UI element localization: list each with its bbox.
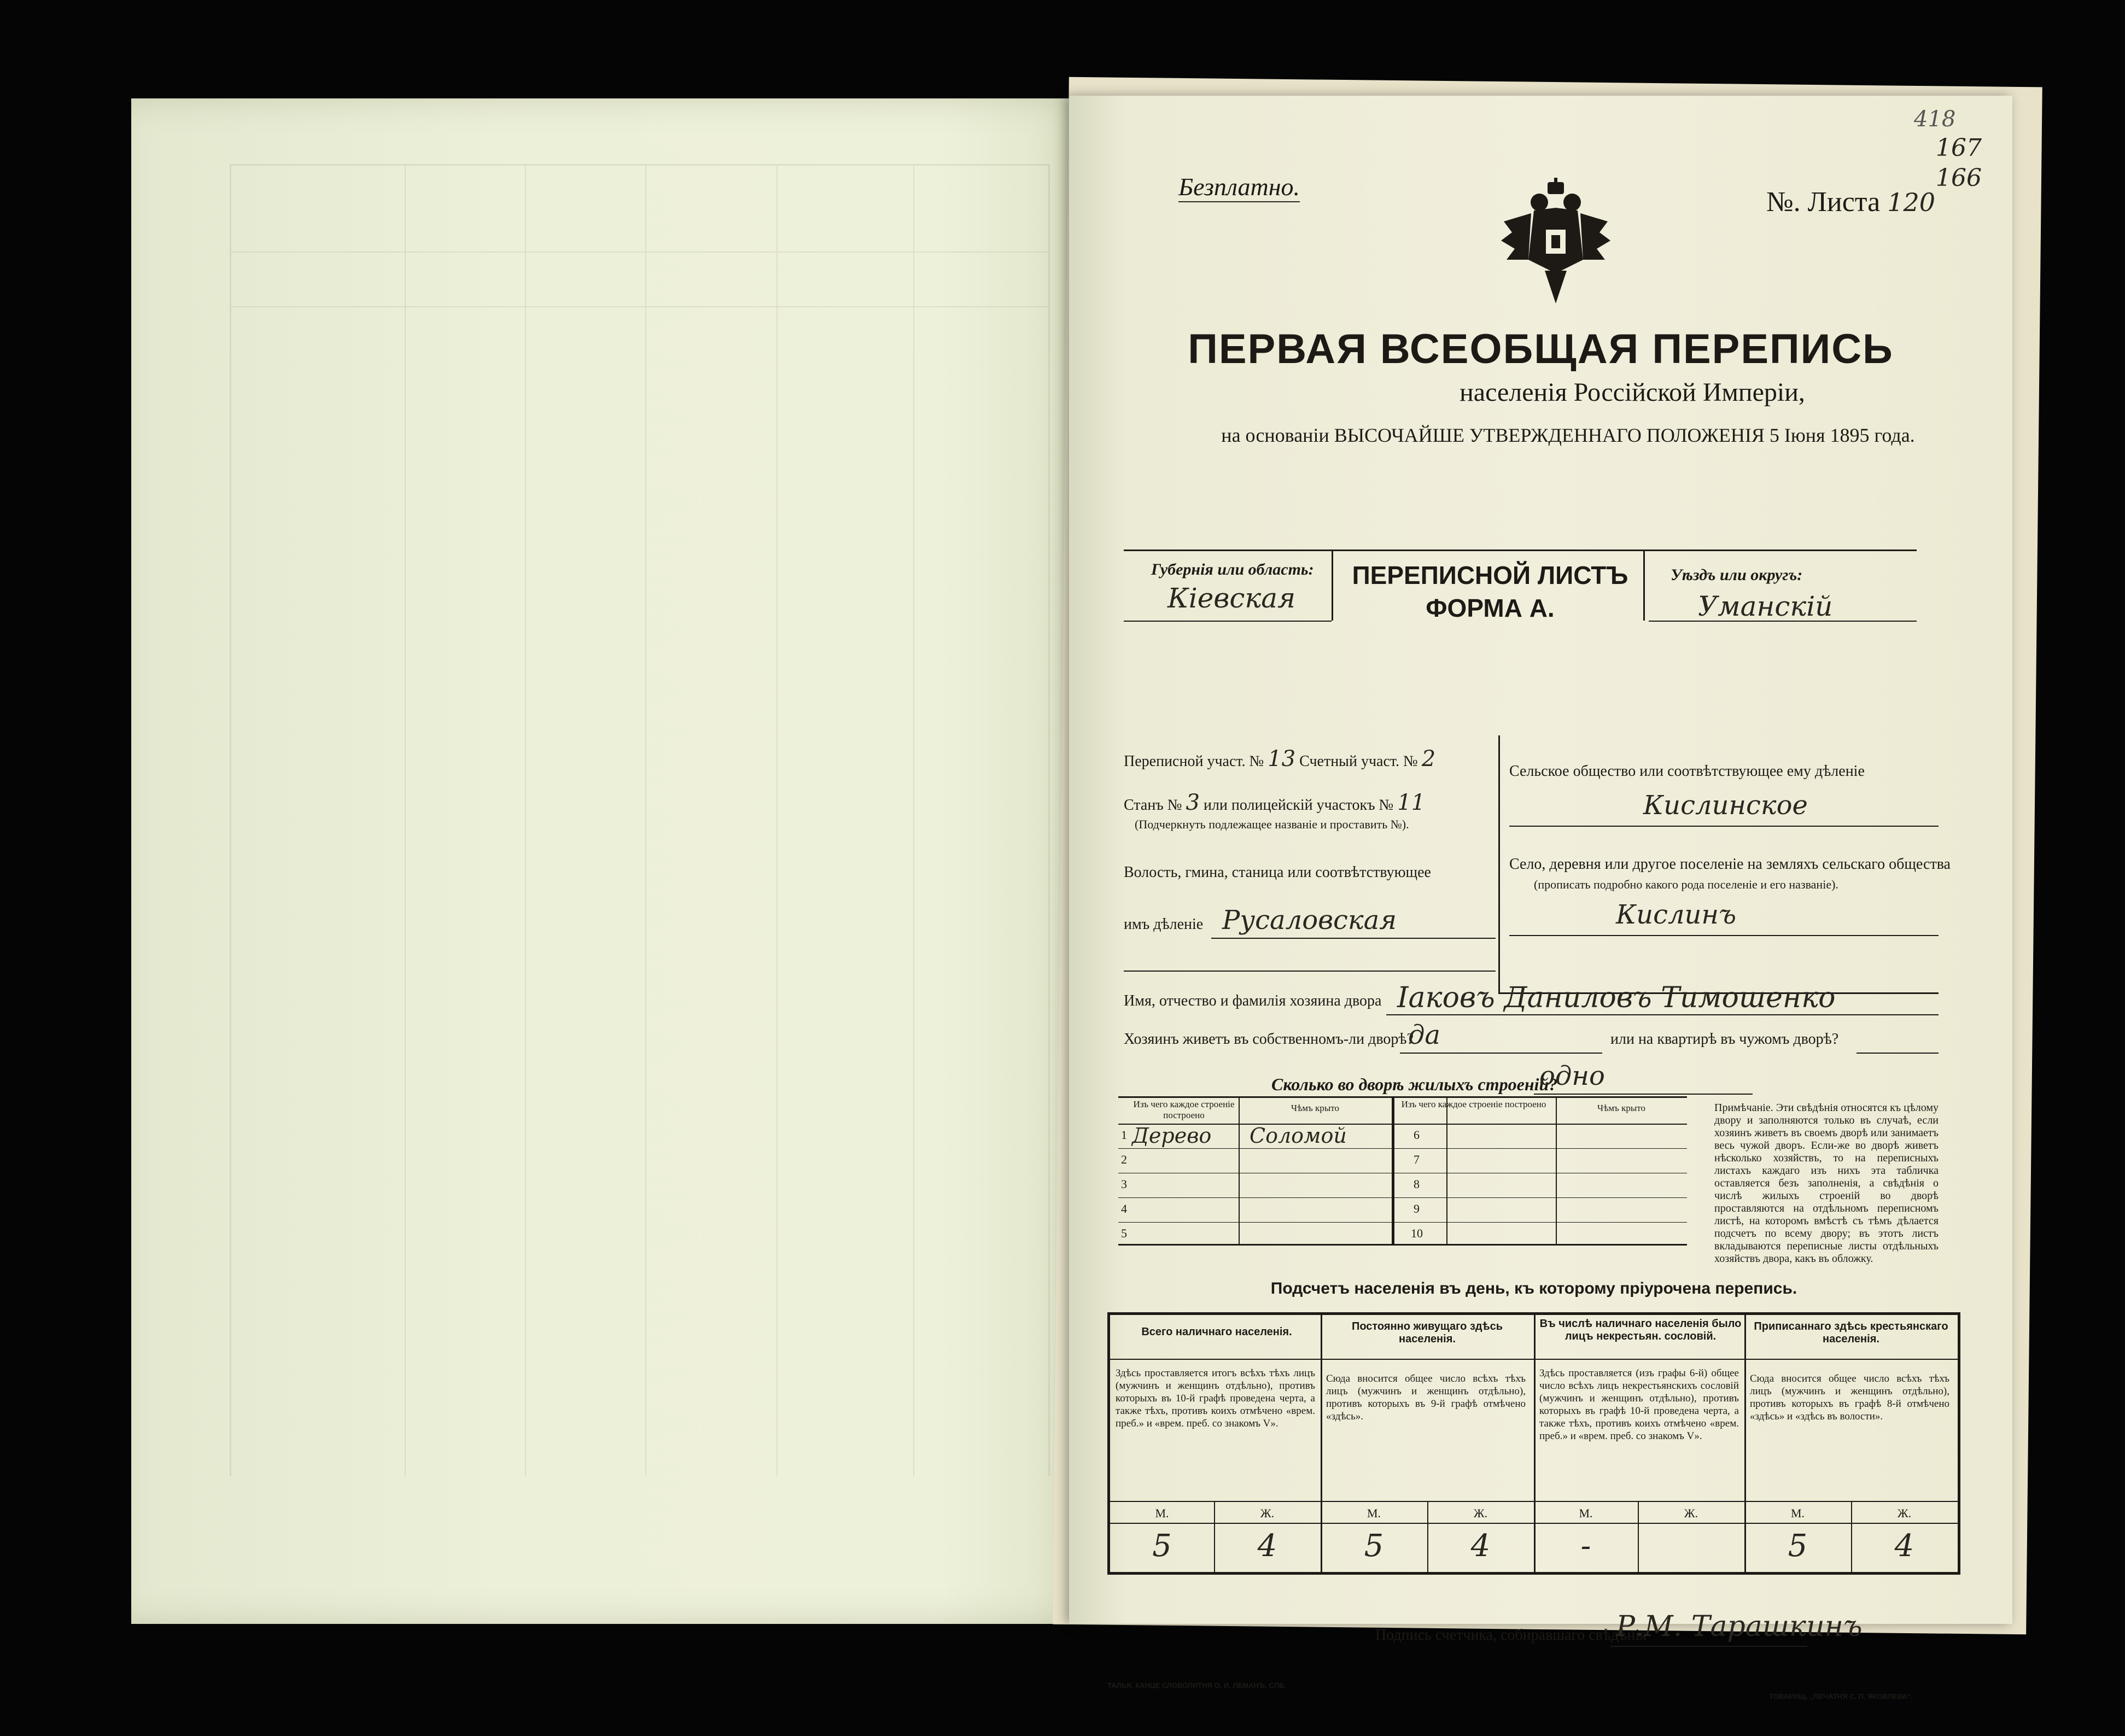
printer-imprint-right: ТОВАРИЩ. „ПЕЧАТНЯ С. П. ЯКОВЛЕВА“.	[1769, 1692, 1913, 1700]
building-row-7-n: 7	[1414, 1153, 1420, 1166]
selo-note: (прописать подробно какого рода поселеніе и его названіе).	[1534, 878, 1838, 891]
volost-label: Волость, гмина, станица или соотвѣтствующее	[1124, 864, 1431, 881]
sheet-number-label: №. Листа	[1766, 186, 1881, 218]
bleed-through-table	[230, 164, 1050, 1476]
building-row-1-n: 1	[1121, 1128, 1127, 1142]
building-row-2-n: 2	[1121, 1153, 1127, 1166]
stan-value: 3	[1186, 790, 1200, 815]
summary-col3-desc: Здѣсь проставляется (изъ графы 6-й) общее число всѣхъ лицъ некрестьянскихъ сословій (мужчинъ и женщинъ отдѣльно), противъ которыхъ въ графѣ 10-й проведена черта, а также тѣхъ, противъ коихъ отмѣчено «врем. преб.» и «врем. преб. со знакомъ V».	[1539, 1367, 1739, 1442]
gubernia-value: Кіевская	[1167, 582, 1296, 614]
summary-col4-f-label: Ж.	[1897, 1506, 1912, 1520]
lives-value: да	[1408, 1020, 1441, 1050]
building-row-10-n: 10	[1411, 1226, 1423, 1240]
roof-col-head-right: Чѣмъ крыто	[1597, 1103, 1645, 1113]
summary-col4-m-value: 5	[1788, 1528, 1808, 1564]
lives-label: Хозяинъ живетъ въ собственномъ-ли дворѣ?	[1124, 1031, 1414, 1048]
material-col-head-right: Изъ чего каждое строеніе построено	[1401, 1099, 1546, 1109]
summary-col1-m-label: М.	[1155, 1506, 1169, 1520]
summary-col4-desc: Сюда вносится общее число всѣхъ тѣхъ лицъ (мужчинъ и женщинъ отдѣльно), противъ которыхъ въ графѣ 8-й отмѣчено «здѣсь» и «здѣсь въ волости».	[1750, 1373, 1949, 1422]
summary-col2-m-label: М.	[1367, 1506, 1381, 1520]
corner-mark-3: 166	[1936, 164, 1982, 192]
footnote: Примѣчаніе. Эти свѣдѣнія относятся къ цѣлому двору и заполняются только въ случаѣ, если хозяинъ живетъ въ своемъ дворѣ или занимаетъ весь чужой дворъ. Если-же во дворѣ живетъ нѣсколько хозяйствъ, то на переписныхъ листахъ каждаго изъ нихъ эта табличка оставляется безъ заполненія, а свѣдѣнія о числѣ жилыхъ строеній во дворѣ проставляются на отдѣльномъ переписномъ листѣ, на которомъ вмѣстѣ съ тѣмъ дѣлается подсчетъ по всему двору; въ этотъ листъ вкладываются переписные листы отдѣльныхъ хозяйствъ двора, какъ въ обложку.	[1714, 1102, 1939, 1265]
lives-other-label: или на квартирѣ въ чужомъ дворѣ?	[1610, 1031, 1839, 1048]
summary-col1-f-label: Ж.	[1260, 1506, 1275, 1520]
volost-label-2: имъ дѣленіе	[1124, 916, 1204, 933]
sheet-number-value: 120	[1887, 188, 1936, 217]
imperial-eagle-emblem	[1501, 178, 1610, 309]
building-row-4-n: 4	[1121, 1202, 1127, 1215]
summary-col2-f-label: Ж.	[1473, 1506, 1488, 1520]
underline-note: (Подчеркнуть подлежащее названіе и проставить №).	[1135, 817, 1409, 831]
building-row-3-n: 3	[1121, 1177, 1127, 1191]
form-title: ПЕРЕПИСНОЙ ЛИСТЪ	[1352, 561, 1628, 589]
schet-label: Счетный участ. №	[1299, 753, 1418, 770]
uchastok-value: 13	[1268, 746, 1296, 771]
signature-value: Р.М. Тарашкинъ	[1616, 1610, 1863, 1643]
selo-label: Село, деревня или другое поселеніе на земляхъ сельскаго общества	[1509, 856, 1951, 873]
form-type: ФОРМА А.	[1426, 594, 1555, 622]
summary-col3-m-label: М.	[1579, 1506, 1593, 1520]
summary-col4-f-value: 4	[1894, 1528, 1914, 1564]
left-page	[131, 98, 1083, 1624]
roof-col-head-left: Чѣмъ крыто	[1291, 1103, 1339, 1113]
signature-label: Подпись счетчика, собиравшаго свѣдѣнія	[1375, 1627, 1647, 1644]
free-of-charge-label: Безплатно.	[1178, 172, 1300, 202]
summary-col1-desc: Здѣсь проставляется итогъ всѣхъ тѣхъ лицъ (мужчинъ и женщинъ отдѣльно), противъ которыхъ въ 10-й графѣ проведена черта, а также тѣхъ, противъ коихъ отмѣчено «врем. преб.» и «врем. преб. со знакомъ V».	[1116, 1367, 1315, 1429]
summary-col3-f-label: Ж.	[1684, 1506, 1698, 1520]
summary-col1-m-value: 5	[1152, 1528, 1172, 1564]
summary-col2-desc: Сюда вносится общее число всѣхъ тѣхъ лицъ (мужчинъ и женщинъ отдѣльно), противъ которыхъ въ 9-й графѣ отмѣчено «здѣсь».	[1326, 1373, 1526, 1422]
summary-col3-m-value: -	[1580, 1528, 1591, 1564]
building-row-9-n: 9	[1414, 1202, 1420, 1215]
summary-title: Подсчетъ населенія въ день, къ которому пріурочена перепись.	[1270, 1279, 1797, 1297]
summary-table	[1107, 1312, 1960, 1575]
building-row-5-n: 5	[1121, 1226, 1127, 1240]
census-form-page	[1069, 96, 2012, 1700]
police-label: или полицейскій участокъ №	[1203, 797, 1394, 814]
corner-mark-2: 167	[1936, 134, 1982, 162]
census-subtitle: населенія Россійской Имперіи,	[1460, 378, 1805, 407]
uchastok-label: Переписной участ. №	[1124, 753, 1264, 770]
police-value: 11	[1397, 790, 1426, 815]
summary-col4-m-label: М.	[1790, 1506, 1805, 1520]
summary-col4-head: Приписаннаго здѣсь крестьянскаго населенія.	[1754, 1320, 1948, 1345]
building-row-8-n: 8	[1414, 1177, 1420, 1191]
buildings-table	[1118, 1096, 1687, 1244]
buildings-value: одно	[1539, 1061, 1605, 1091]
summary-col1-f-value: 4	[1257, 1528, 1277, 1564]
material-col-head-left: Изъ чего каждое строеніе построено	[1133, 1099, 1235, 1120]
building-row-6-n: 6	[1414, 1128, 1420, 1142]
owner-label: Имя, отчество и фамилія хозяина двора	[1124, 992, 1382, 1009]
summary-col1-head: Всего наличнаго населенія.	[1141, 1326, 1292, 1338]
gubernia-label: Губернія или область:	[1151, 560, 1314, 578]
census-legal-basis: на основаніи ВЫСОЧАЙШЕ УТВЕРЖДЕННАГО ПОЛОЖЕНІЯ 5 Іюня 1895 года.	[1221, 424, 1915, 446]
building-row-1-material: Дерево	[1132, 1124, 1212, 1148]
buildings-label: Сколько во дворѣ жилыхъ строеній?	[1271, 1074, 1558, 1094]
owner-value: Іаковъ Даниловъ Тимошенко	[1397, 981, 1836, 1014]
uezd-label: Уѣздъ или округъ:	[1671, 566, 1803, 584]
stan-label: Станъ №	[1124, 797, 1182, 814]
printer-imprint-left: ТАЛЬЯ. КАНЦЕ СЛОВОЛИТНЯ О. И. ЛЕМАНЪ, СПБ.	[1107, 1681, 1287, 1690]
summary-col3-head: Въ числѣ наличнаго населенія было лицъ некрестьян. сословій.	[1539, 1318, 1742, 1342]
uezd-value: Уманскій	[1698, 591, 1833, 622]
obshchestvo-value: Кислинское	[1643, 790, 1808, 821]
obshchestvo-label: Сельское общество или соотвѣтствующее ему дѣленіе	[1509, 763, 1865, 780]
corner-mark-1: 418	[1914, 107, 1956, 132]
building-row-1-roof: Соломой	[1250, 1124, 1347, 1148]
summary-col2-m-value: 5	[1364, 1528, 1384, 1564]
volost-value: Русаловская	[1222, 905, 1397, 936]
schet-value: 2	[1421, 746, 1436, 771]
selo-value: Кислинъ	[1616, 899, 1737, 930]
census-main-title: ПЕРВАЯ ВСЕОБЩАЯ ПЕРЕПИСЬ	[1188, 326, 1894, 372]
summary-col2-f-value: 4	[1470, 1528, 1491, 1564]
summary-col2-head: Постоянно живущаго здѣсь населенія.	[1351, 1320, 1503, 1345]
